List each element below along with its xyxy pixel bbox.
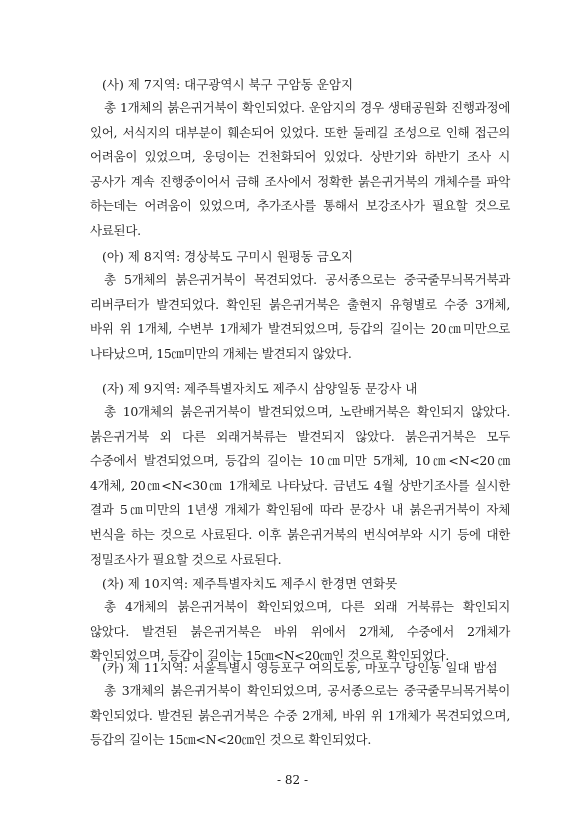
section-heading: (카) 제 11지역: 서울특별시 영등포구 여의도동, 마포구 당인동 일대 밤섬	[102, 660, 498, 675]
section-9	[90, 380, 510, 572]
section-heading: (사) 제 7지역: 대구광역시 북구 구암동 운암지	[102, 77, 354, 92]
section-body: 총 1개체의 붉은귀거북이 확인되었다. 운암지의 경우 생태공원화 진행과정에 있어, 서식지의 대부분이 훼손되어 있었다. 또한 둘레길 조성으로 인해 접근의 어려움이 있었으며, 웅덩이는 건천화되어 있었다. 상반기와 하반기 조사 시 공사가 계속 진행중이어서 금해 조사에서 정확한 붉은귀거북의 개체수를 파악 하는데는 어려움이 있었으며, 추가조사를 통해서 보강조사가 필요할 것으로 사료된다.	[90, 100, 510, 238]
section-heading: (차) 제 10지역: 제주특별자치도 제주시 한경면 연화못	[102, 576, 398, 591]
section-heading: (아) 제 8지역: 경상북도 구미시 원평동 금오지	[102, 249, 354, 264]
section-8	[90, 248, 510, 366]
section-body: 총 3개체의 붉은귀거북이 확인되었으며, 공서종으로는 중국줄무늬목거북이 확인되었다. 발견된 붉은귀거북은 수중 2개체, 바위 위 1개체가 목견되었으며, 등갑의 길이는 15㎝<N<20㎝인 것으로 확인되었다.	[90, 683, 510, 748]
section-body: 총 10개체의 붉은귀거북이 발견되었으며, 노란배거북은 확인되지 않았다. 붉은귀거북 외 다른 외래거북류는 발견되지 않았다. 붉은귀거북은 모두 수중에서 발견되었으며, 등갑의 길이는 10㎝미만 5개체, 10㎝<N<20㎝ 4개체, 20㎝<N<30㎝ 1개체로 나타났다. 금년도 4월 상반기조사를 실시한 결과 5㎝미만의 1년생 개체가 확인됨에 따라 문강사 내 붉은귀거북이 자체 번식을 하는 것으로 사료된다. 이후 붉은귀거북의 번식여부와 시기 등에 대한 정밀조사가 필요할 것으로 사료된다.	[90, 404, 510, 567]
section-body: 총 5개체의 붉은귀거북이 목견되었다. 공서종으로는 중국줄무늬목거북과 리버쿠터가 발견되었다. 확인된 붉은귀거북은 출현지 유형별로 수중 3개체, 바위 위 1개체, 수변부 1개체가 발견되었으며, 등갑의 길이는 20㎝미만으로 나타났으며, 15㎝미만의 개체는 발견되지 않았다.	[90, 272, 510, 361]
section-body: 총 4개체의 붉은귀거북이 확인되었으며, 다른 외래 거북류는 확인되지 않았다. 발견된 붉은귀거북은 바위 위에서 2개체, 수중에서 2개체가 확인되었으며, 등갑이 길이는 15㎝<N<20㎝인 것으로 확인되었다.	[90, 599, 510, 664]
section-11	[90, 659, 510, 753]
page-number: - 82 -	[276, 773, 308, 787]
section-7	[90, 76, 510, 244]
section-10	[90, 575, 510, 669]
section-heading: (자) 제 9지역: 제주특별자치도 제주시 삼양일동 문강사 내	[102, 381, 418, 396]
